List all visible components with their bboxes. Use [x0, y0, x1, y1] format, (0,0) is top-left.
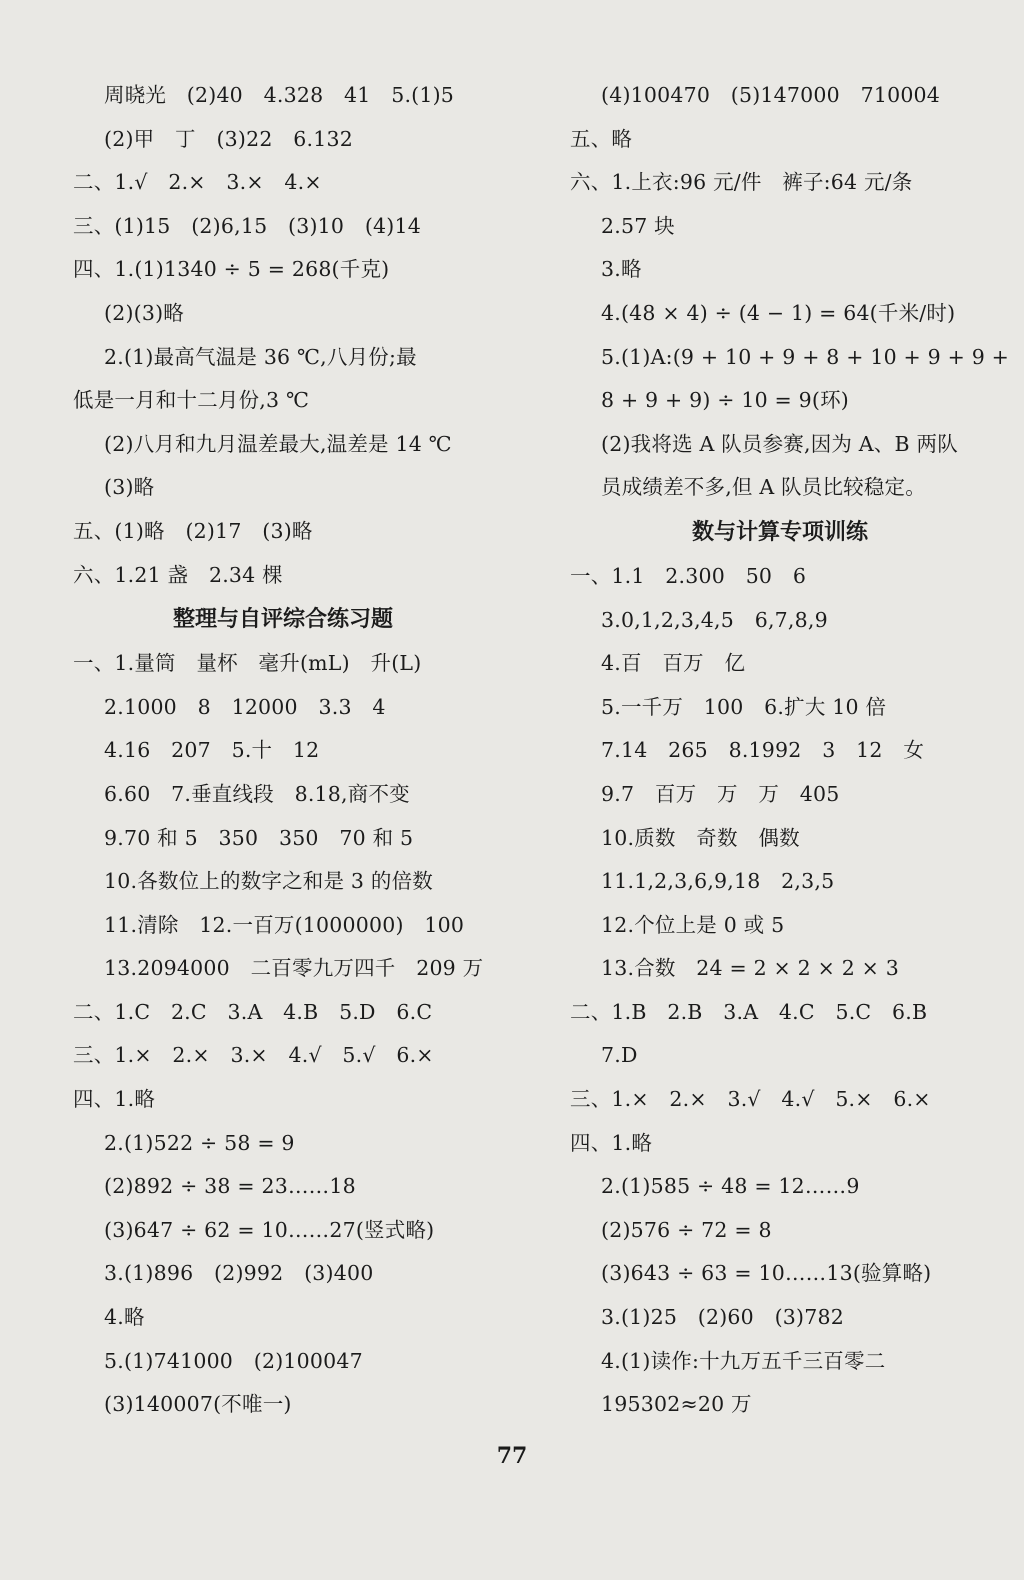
answer-line: 11.1,2,3,6,9,18 2,3,5 [601, 869, 835, 894]
answer-line: 三、(1)15 (2)6,15 (3)10 (4)14 [73, 213, 421, 238]
answer-line: 7.14 265 8.1992 3 12 女 [601, 738, 925, 763]
answer-line: (2)576 ÷ 72 = 8 [601, 1217, 772, 1242]
answer-line: 一、1.1 2.300 50 6 [570, 563, 807, 588]
answer-line: 5.(1)741000 (2)100047 [104, 1348, 363, 1373]
answer-line: 二、1.√ 2.× 3.× 4.× [73, 170, 322, 195]
section-heading: 整理与自评综合练习题 [172, 607, 393, 633]
answer-line: 四、1.略 [73, 1087, 156, 1112]
answer-line: 二、1.C 2.C 3.A 4.B 5.D 6.C [73, 999, 433, 1024]
answer-line: 四、1.(1)1340 ÷ 5 = 268(千克) [73, 257, 390, 282]
answer-line: 7.D [601, 1043, 638, 1068]
answer-line: 9.70 和 5 350 350 70 和 5 [104, 825, 414, 850]
answer-line: 195302≈20 万 [601, 1392, 752, 1417]
answer-line: (2)八月和九月温差最大,温差是 14 ℃ [104, 431, 452, 456]
answer-line: 周晓光 (2)40 4.328 41 5.(1)5 [104, 83, 455, 107]
answer-line: 3.(1)896 (2)992 (3)400 [104, 1261, 374, 1286]
answer-line: 3.0,1,2,3,4,5 6,7,8,9 [601, 607, 828, 632]
answer-line: 五、略 [570, 126, 633, 151]
page-number: 77 [496, 1443, 528, 1469]
answer-line: 一、1.量筒 量杯 毫升(mL) 升(L) [73, 651, 422, 676]
answer-line: 2.(1)最高气温是 36 ℃,八月份;最 [104, 344, 417, 369]
right-column [570, 74, 1010, 1427]
answer-line: (2)我将选 A 队员参赛,因为 A、B 两队 [601, 431, 958, 456]
answer-line: 4.16 207 5.十 12 [104, 738, 320, 763]
answer-line: 5.(1)A:(9 + 10 + 9 + 8 + 10 + 9 + 9 + [601, 344, 1010, 369]
answer-line: 13.2094000 二百零九万四千 209 万 [104, 956, 484, 981]
answer-line: 5.一千万 100 6.扩大 10 倍 [601, 694, 887, 719]
answer-line: (2)甲 丁 (3)22 6.132 [104, 126, 353, 151]
answer-line: 三、1.× 2.× 3.× 4.√ 5.√ 6.× [73, 1043, 434, 1068]
answer-line: 10.质数 奇数 偶数 [601, 825, 800, 850]
answer-line: (3)643 ÷ 63 = 10……13(验算略) [601, 1261, 932, 1286]
answer-line: 3.略 [601, 257, 642, 282]
answer-line: 3.(1)25 (2)60 (3)782 [601, 1305, 844, 1330]
answer-line: 13.合数 24 = 2 × 2 × 2 × 3 [601, 956, 899, 981]
answer-line: (4)100470 (5)147000 710004 [601, 83, 941, 107]
answer-line: 2.57 块 [601, 213, 675, 238]
answer-line: 四、1.略 [570, 1130, 653, 1155]
answer-line: 12.个位上是 0 或 5 [601, 912, 785, 937]
answer-line: (3)140007(不唯一) [104, 1392, 292, 1417]
answer-line: 低是一月和十二月份,3 ℃ [73, 388, 310, 413]
answer-line: 11.清除 12.一百万(1000000) 100 [104, 912, 465, 937]
answer-line: 4.(48 × 4) ÷ (4 − 1) = 64(千米/时) [601, 300, 956, 325]
answer-line: 员成绩差不多,但 A 队员比较稳定。 [601, 475, 926, 500]
answer-line: 三、1.× 2.× 3.√ 4.√ 5.× 6.× [570, 1087, 931, 1112]
answer-line: 2.(1)522 ÷ 58 = 9 [104, 1130, 295, 1155]
answer-line: 二、1.B 2.B 3.A 4.C 5.C 6.B [570, 999, 928, 1024]
answer-line: 2.(1)585 ÷ 48 = 12……9 [601, 1174, 860, 1199]
answer-line: (3)略 [104, 475, 155, 500]
answer-line: (3)647 ÷ 62 = 10……27(竖式略) [104, 1217, 435, 1242]
answer-line: 4.百 百万 亿 [601, 651, 746, 676]
answer-line: 4.(1)读作:十九万五千三百零二 [601, 1348, 886, 1373]
answer-line: 6.60 7.垂直线段 8.18,商不变 [104, 781, 410, 806]
answer-line: 六、1.上衣:96 元/件 裤子:64 元/条 [570, 170, 913, 195]
left-column [73, 74, 493, 1427]
answer-line: 五、(1)略 (2)17 (3)略 [73, 518, 313, 543]
answer-line: (2)892 ÷ 38 = 23……18 [104, 1174, 356, 1199]
answer-line: 9.7 百万 万 万 405 [601, 781, 840, 806]
answer-line: 8 + 9 + 9) ÷ 10 = 9(环) [601, 388, 849, 413]
answer-line: 10.各数位上的数字之和是 3 的倍数 [104, 869, 433, 894]
answer-line: (2)(3)略 [104, 300, 184, 325]
section-heading: 数与计算专项训练 [691, 519, 868, 545]
answer-line: 2.1000 8 12000 3.3 4 [104, 694, 386, 719]
answer-line: 六、1.21 盏 2.34 棵 [73, 562, 283, 587]
answer-line: 4.略 [104, 1305, 145, 1330]
